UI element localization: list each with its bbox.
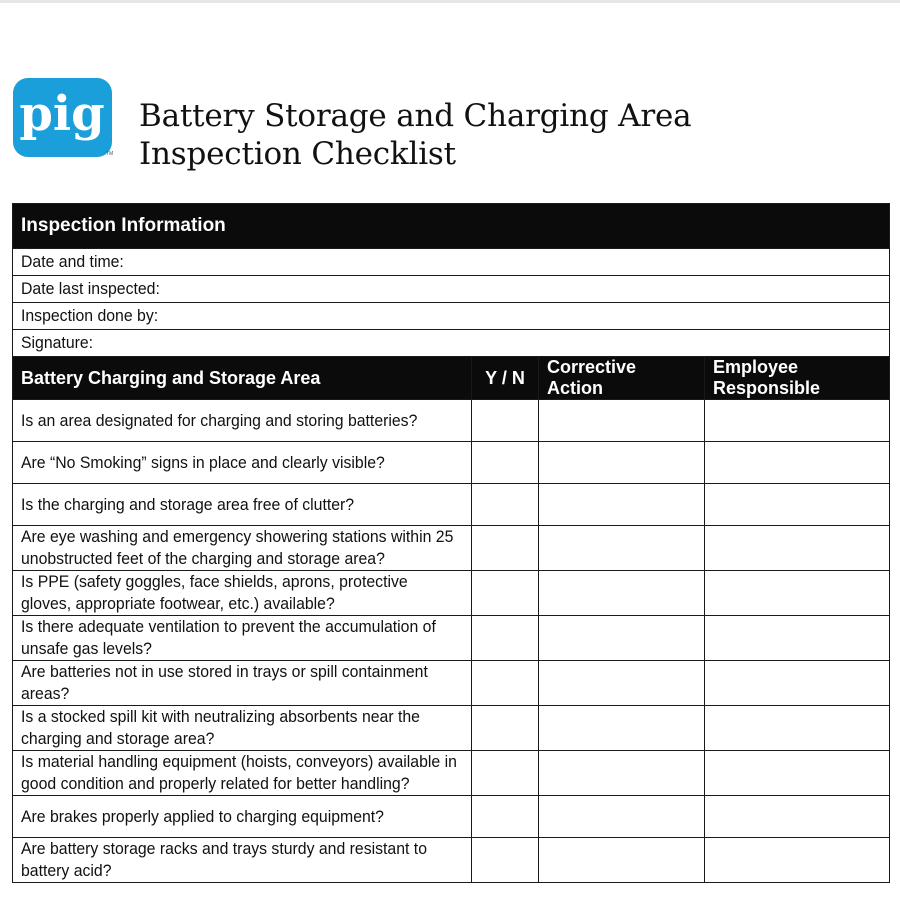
- employee-responsible-cell[interactable]: [705, 706, 890, 751]
- question-text: Are brakes properly applied to charging equipment?: [21, 806, 384, 826]
- employee-responsible-cell[interactable]: [705, 661, 890, 706]
- corrective-action-cell[interactable]: [539, 796, 705, 838]
- info-row: [13, 330, 890, 357]
- question-text: Is the charging and storage area free of clutter?: [21, 494, 355, 514]
- top-border: [0, 0, 900, 3]
- column-header-row: [13, 357, 890, 400]
- corrective-action-cell[interactable]: [539, 751, 705, 796]
- yn-cell[interactable]: [472, 661, 539, 706]
- table-row: [13, 838, 890, 883]
- employee-responsible-cell[interactable]: [705, 616, 890, 661]
- page-title: [139, 97, 691, 173]
- question-text: Are eye washing and emergency showering stations within 25 unobstructed feet of the charging and storage area?: [21, 527, 454, 568]
- date-last-inspected-field: Date last inspected:: [21, 279, 160, 298]
- corrective-action-cell[interactable]: [539, 706, 705, 751]
- pig-logo-mark: [13, 78, 112, 157]
- column-header-corrective-action: Corrective Action: [539, 357, 705, 400]
- yn-cell[interactable]: [472, 400, 539, 442]
- table-row: [13, 526, 890, 571]
- question-text: Are battery storage racks and trays sturdy and resistant to battery acid?: [21, 839, 427, 880]
- table-row: [13, 400, 890, 442]
- corrective-action-cell[interactable]: [539, 400, 705, 442]
- question-text: Are batteries not in use stored in trays or spill containment areas?: [21, 662, 428, 703]
- question-text: Is material handling equipment (hoists, conveyors) available in good condition and properly related for better handling?: [21, 752, 457, 793]
- employee-responsible-cell[interactable]: [705, 571, 890, 616]
- question-text: Are “No Smoking” signs in place and clearly visible?: [21, 452, 385, 472]
- table-row: [13, 442, 890, 484]
- column-header-employee-responsible: Employee Responsible: [705, 357, 890, 400]
- yn-cell[interactable]: [472, 751, 539, 796]
- corrective-action-cell[interactable]: [539, 661, 705, 706]
- signature-field: Signature:: [21, 333, 94, 352]
- table-row: [13, 706, 890, 751]
- inspection-info-heading: Inspection Information: [13, 204, 890, 249]
- employee-responsible-cell[interactable]: [705, 751, 890, 796]
- column-header-area: Battery Charging and Storage Area: [13, 357, 472, 400]
- logo-text: pig: [19, 86, 105, 142]
- question-text: Is there adequate ventilation to prevent the accumulation of unsafe gas levels?: [21, 617, 436, 658]
- corrective-action-cell[interactable]: [539, 526, 705, 571]
- corrective-action-cell[interactable]: [539, 616, 705, 661]
- employee-responsible-cell[interactable]: [705, 838, 890, 883]
- yn-cell[interactable]: [472, 526, 539, 571]
- employee-responsible-cell[interactable]: [705, 526, 890, 571]
- employee-responsible-cell[interactable]: [705, 400, 890, 442]
- employee-responsible-cell[interactable]: [705, 484, 890, 526]
- title-line-2: Inspection Checklist: [139, 136, 456, 172]
- employee-responsible-cell[interactable]: [705, 442, 890, 484]
- inspection-done-by-field: Inspection done by:: [21, 306, 159, 325]
- corrective-action-cell[interactable]: [539, 838, 705, 883]
- table-row: [13, 484, 890, 526]
- yn-cell[interactable]: [472, 706, 539, 751]
- employee-responsible-cell[interactable]: [705, 796, 890, 838]
- title-line-1: Battery Storage and Charging Area: [139, 98, 692, 134]
- yn-cell[interactable]: [472, 571, 539, 616]
- corrective-action-cell[interactable]: [539, 484, 705, 526]
- corrective-action-cell[interactable]: [539, 442, 705, 484]
- table-row: [13, 661, 890, 706]
- yn-cell[interactable]: [472, 838, 539, 883]
- info-row: [13, 303, 890, 330]
- yn-cell[interactable]: [472, 442, 539, 484]
- info-row: [13, 249, 890, 276]
- checklist-table: [12, 203, 890, 883]
- trademark-mark: TM: [106, 151, 114, 157]
- info-row: [13, 276, 890, 303]
- date-time-field: Date and time:: [21, 252, 124, 271]
- question-text: Is a stocked spill kit with neutralizing absorbents near the charging and storage area?: [21, 707, 420, 748]
- table-row: [13, 796, 890, 838]
- pig-logo: [13, 78, 112, 157]
- yn-cell[interactable]: [472, 484, 539, 526]
- table-row: [13, 571, 890, 616]
- table-row: [13, 616, 890, 661]
- question-text: Is an area designated for charging and storing batteries?: [21, 410, 418, 430]
- corrective-action-cell[interactable]: [539, 571, 705, 616]
- question-text: Is PPE (safety goggles, face shields, aprons, protective gloves, appropriate footwear, etc.) available?: [21, 572, 408, 613]
- column-header-yn: Y / N: [472, 357, 539, 400]
- table-row: [13, 751, 890, 796]
- yn-cell[interactable]: [472, 616, 539, 661]
- yn-cell[interactable]: [472, 796, 539, 838]
